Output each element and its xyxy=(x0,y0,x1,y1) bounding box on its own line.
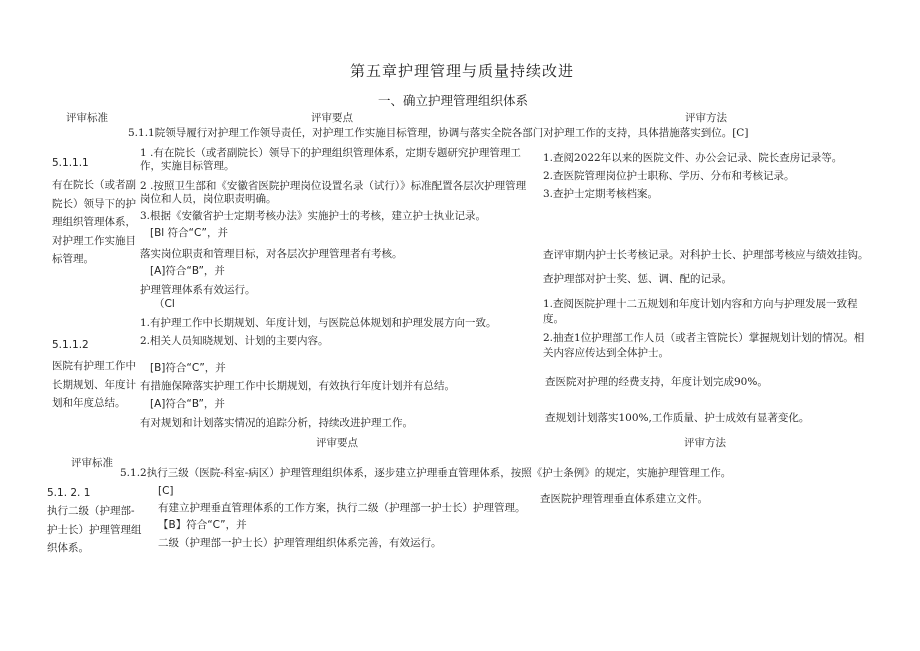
method-5-1-1-1-4: 查评审期内护士长考核记录。对科护士长、护理部考核应与绩效挂钩。 xyxy=(543,249,869,261)
header-standard-2: 评审标准 xyxy=(71,457,113,469)
method-5-1-2-1-1: 查医院护理管理垂直体系建立文件。 xyxy=(540,493,708,505)
page-title: 第五章护理管理与质量持续改进 xyxy=(350,62,575,80)
method-5-1-1-1-1: 1.查阅2022年以来的医院文件、办公会记录、院长查房记录等。 xyxy=(543,152,843,164)
grade-b-text: 落实岗位职责和管理目标，对各层次护理管理者有考核。 xyxy=(140,248,403,260)
grade-c-label: （Cl xyxy=(154,298,175,310)
item-code-5-1-1-2: 5.1.1.2 xyxy=(52,339,89,351)
point-5-1-1-1-3: 3.根据《安徽省护士定期考核办法》实施护士的考核，建立护士执业记录。 xyxy=(140,210,487,222)
item-code-5-1-2-1: 5.1. 2. 1 xyxy=(47,487,91,499)
grade-b-text-2: 有措施保障落实护理工作中长期规划，有效执行年度计划并有总结。 xyxy=(140,380,455,392)
grade-b-label: [Bl 符合“C”，并 xyxy=(150,227,228,239)
method-5-1-1-2-1: 1.查阅医院护理十二五规划和年度计划内容和方向与护理发展一致程度。 xyxy=(543,298,858,325)
method-5-1-1-2-3: 查医院对护理的经费支持，年度计划完成90%。 xyxy=(545,376,768,388)
point-5-1-1-2-1: 1.有护理工作中长期规划、年度计划，与医院总体规划和护理发展方向一致。 xyxy=(140,317,497,329)
grade-a-text: 护理管理体系有效运行。 xyxy=(140,284,256,296)
method-5-1-1-1-5: 查护理部对护士奖、惩、调、配的记录。 xyxy=(543,273,732,285)
method-5-1-1-2-4: 查规划计划落实100%,工作质量、护士成效有显著变化。 xyxy=(545,412,810,424)
grade-b-label-3: 【B】符合“C”，并 xyxy=(158,519,247,531)
standard-5-1-1-2: 医院有护理工作中长期规划、年度计划和年度总结。 xyxy=(52,360,136,409)
header-points-2: 评审要点 xyxy=(316,437,358,449)
grade-c-label-2: [C] xyxy=(158,485,174,497)
grade-a-text-2: 有对规划和计划落实情况的追踪分析，持续改进护理工作。 xyxy=(140,417,413,429)
clause-5-1-2-intro: 5.1.2执行三级（医院-科室-病区）护理管理组织体系，逐步建立护理垂直管理体系，按照《护士条例》的规定，实施护理管理工作。 xyxy=(120,467,732,479)
method-5-1-1-1-2: 2.查医院管理岗位护士职称、学历、分布和考核记录。 xyxy=(543,170,795,182)
grade-b-text-3: 二级（护理部一护士长）护理管理组织体系完善，有效运行。 xyxy=(158,537,442,549)
point-5-1-1-2-2: 2.相关人员知晓规划、计划的主要内容。 xyxy=(140,335,329,347)
header-standard: 评审标准 xyxy=(66,112,108,124)
grade-a-label-2: [A]符合“B”，并 xyxy=(150,398,225,410)
method-5-1-1-2-2: 2.抽查1位护理部工作人员（或者主管院长）掌握规划计划的情况。相关内容应传达到全体护士。 xyxy=(543,332,865,359)
grade-b-label-2: [B]符合“C”，并 xyxy=(150,362,226,374)
header-method: 评审方法 xyxy=(685,112,727,124)
standard-5-1-1-1: 有在院长（或者副院长）领导下的护理组织管理体系，对护理工作实施目标管理。 xyxy=(52,179,136,265)
header-points: 评审要点 xyxy=(311,112,353,124)
point-5-1-2-1-1: 有建立护理垂直管理体系的工作方案，执行二级（护理部一护士长）护理管理。 xyxy=(158,502,526,514)
section-subtitle: 一、确立护理管理组织体系 xyxy=(378,93,529,108)
header-method-2: 评审方法 xyxy=(684,437,726,449)
point-5-1-1-1-1: 1 .有在院长（或者副院长）领导下的护理组织管理体系，定期专题研究护理管理工作，实施目标管理。 xyxy=(140,147,521,172)
standard-5-1-2-1: 执行二级（护理部-护士长）护理管理组织体系。 xyxy=(47,505,142,554)
grade-a-label: [A]符合“B”，并 xyxy=(150,265,225,277)
method-5-1-1-1-3: 3.查护士定期考核档案。 xyxy=(543,188,659,200)
item-code-5-1-1-1: 5.1.1.1 xyxy=(52,157,89,169)
point-5-1-1-1-2: 2 .按照卫生部和《安徽省医院护理岗位设置名录（试行）》标准配置各层次护理管理岗位和人员，岗位职责明确。 xyxy=(140,180,527,205)
clause-5-1-1-intro: 5.1.1院领导履行对护理工作领导责任，对护理工作实施目标管理，协调与落实全院各部门对护理工作的支持，具体措施落实到位。[C] xyxy=(128,127,749,139)
